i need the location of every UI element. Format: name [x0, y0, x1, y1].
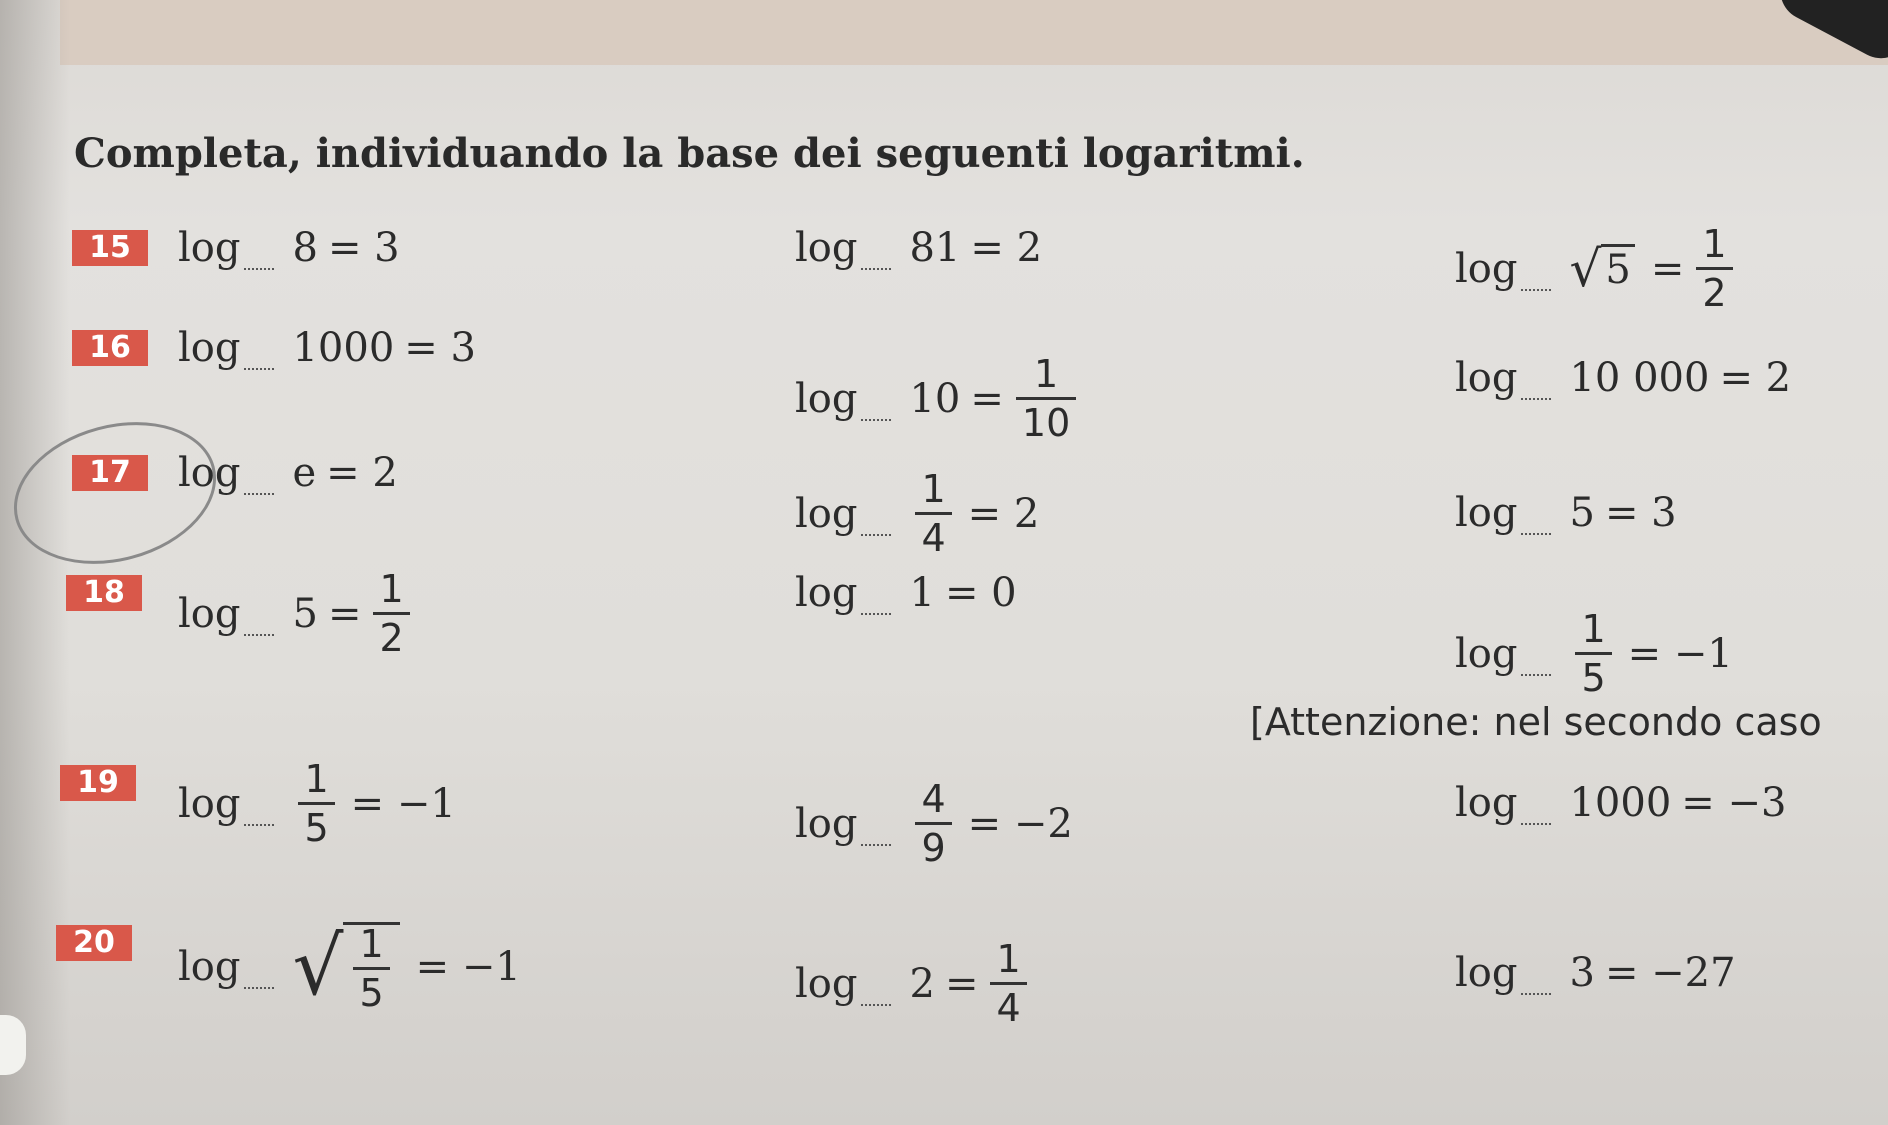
log-argument: 8 [292, 225, 318, 271]
base-blank[interactable] [1521, 821, 1551, 825]
log-label: log [178, 450, 241, 496]
argument-fraction-denominator: 5 [298, 802, 334, 847]
result-fraction [990, 937, 1026, 1030]
argument-sqrt [292, 920, 399, 1013]
log-argument: 81 [909, 225, 961, 271]
base-blank[interactable] [1521, 531, 1551, 535]
log-result: = −1 [1627, 630, 1733, 677]
sqrt-sign: √ [1569, 239, 1602, 298]
log-label: log [178, 943, 241, 990]
log-label: log [178, 780, 241, 827]
log-expression [178, 757, 456, 850]
base-blank[interactable] [244, 632, 274, 636]
argument-sqrt [1569, 240, 1634, 298]
equals-sign: = [944, 960, 979, 1007]
equals-sign: = [970, 375, 1004, 422]
log-expression [1455, 222, 1739, 315]
log-expression [178, 325, 476, 371]
page-edge-tab [0, 1015, 26, 1075]
log-result: = 3 [327, 225, 400, 271]
result-fraction-denominator: 2 [373, 612, 409, 657]
radicand-fraction [353, 921, 389, 1015]
log-label: log [795, 225, 858, 271]
sqrt-radicand: 5 [1601, 244, 1634, 293]
log-label: log [1455, 950, 1518, 996]
log-result: = 3 [404, 325, 476, 371]
result-fraction [373, 567, 409, 660]
log-result: = −2 [967, 800, 1073, 847]
base-blank[interactable] [861, 1002, 891, 1006]
base-blank[interactable] [244, 366, 274, 370]
result-fraction [1016, 352, 1076, 445]
log-expression [178, 920, 521, 1013]
log-label: log [795, 490, 858, 537]
equals-sign: = [1650, 245, 1685, 292]
log-expression [795, 352, 1082, 445]
log-result: = 2 [970, 225, 1043, 271]
log-expression [178, 567, 416, 660]
log-result: = 2 [967, 490, 1040, 537]
argument-fraction-denominator: 4 [915, 512, 951, 557]
log-expression [1455, 490, 1677, 536]
log-argument: 2 [909, 960, 935, 1007]
attention-note: [Attenzione: nel secondo caso [1250, 700, 1822, 744]
log-label: log [1455, 780, 1518, 826]
base-blank[interactable] [244, 491, 274, 495]
log-argument: 1000 [1569, 780, 1672, 826]
log-expression [1455, 950, 1736, 996]
argument-fraction-numerator: 1 [921, 467, 946, 511]
log-expression [1455, 780, 1786, 826]
argument-fraction [915, 777, 951, 870]
log-result: = 2 [1719, 355, 1792, 401]
log-argument: 3 [1569, 950, 1595, 996]
log-argument: e [292, 450, 317, 496]
radicand-fraction-denominator: 5 [353, 967, 389, 1012]
exercise-number-badge: 20 [56, 925, 132, 961]
base-blank[interactable] [244, 822, 274, 826]
log-expression [795, 570, 1017, 616]
base-blank[interactable] [861, 842, 891, 846]
log-result: = −3 [1681, 780, 1787, 826]
argument-fraction-numerator: 4 [921, 777, 946, 821]
log-label: log [795, 960, 858, 1007]
exercise-number-badge: 19 [60, 765, 136, 801]
log-argument: 5 [292, 590, 318, 637]
sqrt-radicand [343, 921, 399, 1015]
log-label: log [795, 570, 858, 616]
log-expression [178, 225, 400, 271]
log-result: = 0 [944, 570, 1017, 616]
base-blank[interactable] [861, 611, 891, 615]
result-fraction [1696, 222, 1732, 315]
log-label: log [795, 375, 858, 422]
radicand-fraction-numerator: 1 [359, 921, 384, 966]
log-result: = 3 [1604, 490, 1677, 536]
base-blank[interactable] [244, 266, 274, 270]
log-label: log [1455, 490, 1518, 536]
log-expression [795, 467, 1040, 560]
base-blank[interactable] [861, 417, 891, 421]
log-label: log [178, 590, 241, 637]
log-result: = 2 [326, 450, 398, 496]
log-expression [178, 450, 398, 496]
log-label: log [795, 800, 858, 847]
log-expression [1455, 607, 1733, 700]
log-argument: 10 [909, 375, 961, 422]
exercise-number-badge: 16 [72, 330, 148, 366]
exercise-heading: Completa, individuando la base dei seguenti logaritmi. [74, 130, 1305, 177]
argument-fraction-denominator: 5 [1575, 652, 1611, 697]
log-expression [795, 777, 1073, 870]
log-result: = −27 [1604, 950, 1736, 996]
base-blank[interactable] [1521, 672, 1551, 676]
log-label: log [1455, 355, 1518, 401]
log-label: log [178, 325, 241, 371]
top-band [60, 0, 1888, 65]
result-fraction-numerator: 1 [379, 567, 404, 611]
log-label: log [1455, 630, 1518, 677]
log-expression [1455, 355, 1791, 401]
result-fraction-numerator: 1 [996, 937, 1021, 981]
base-blank[interactable] [861, 266, 891, 270]
result-fraction-denominator: 4 [990, 982, 1026, 1027]
base-blank[interactable] [1521, 396, 1551, 400]
argument-fraction-denominator: 9 [915, 822, 951, 867]
log-argument: 1000 [292, 325, 395, 371]
result-fraction-numerator: 1 [1702, 222, 1727, 266]
exercise-number-badge: 15 [72, 230, 148, 266]
log-label: log [1455, 245, 1518, 292]
result-fraction-denominator: 10 [1016, 397, 1076, 442]
base-blank[interactable] [1521, 991, 1551, 995]
result-fraction-numerator: 1 [1033, 352, 1059, 396]
base-blank[interactable] [244, 985, 274, 989]
sqrt-sign: √ [292, 920, 344, 1013]
argument-fraction [1575, 607, 1611, 700]
argument-fraction-numerator: 1 [1581, 607, 1606, 651]
argument-fraction-numerator: 1 [304, 757, 329, 801]
equals-sign: = [327, 590, 362, 637]
exercise-number-badge: 17 [72, 455, 148, 491]
log-result: = −1 [350, 780, 456, 827]
log-argument: 10 000 [1569, 355, 1710, 401]
log-label: log [178, 225, 241, 271]
argument-fraction [298, 757, 334, 850]
log-expression [795, 937, 1033, 1030]
result-fraction-denominator: 2 [1696, 267, 1732, 312]
log-argument: 1 [909, 570, 935, 616]
base-blank[interactable] [861, 532, 891, 536]
exercise-number-badge: 18 [66, 575, 142, 611]
log-expression [795, 225, 1042, 271]
argument-fraction [915, 467, 951, 560]
log-result: = −1 [415, 943, 521, 990]
log-argument: 5 [1569, 490, 1595, 536]
base-blank[interactable] [1521, 287, 1551, 291]
